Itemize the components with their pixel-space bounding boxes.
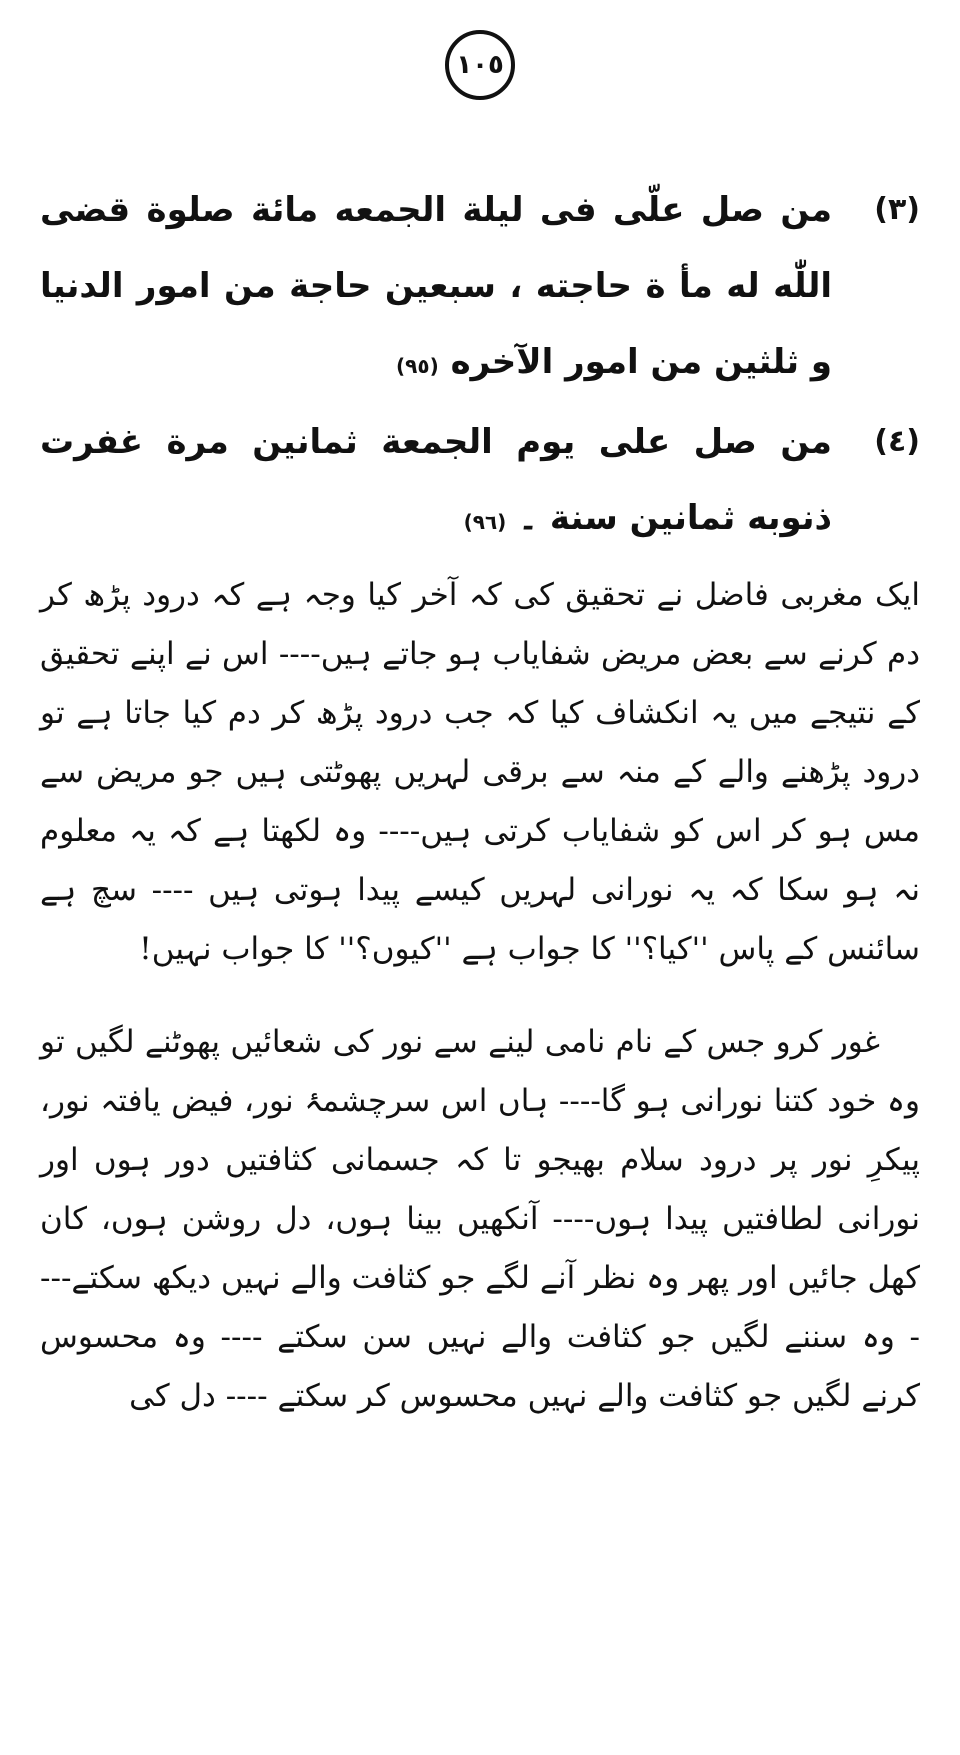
hadith-marker: (٤)	[874, 424, 920, 459]
hadith-3	[40, 172, 920, 404]
hadith-4	[40, 404, 920, 560]
page-number: ١٠٥	[445, 30, 515, 100]
paragraph-text: ایک مغربی فاضل نے تحقیق کی کہ آخر کیا وجہ ہے کہ درود پڑھ کر دم کرنے سے بعض مریض شفایاب ہو جاتے ہیں---- اس نے اپنے تحقیق کے نتیجے میں یہ انکشاف کیا کہ جب درود پڑھ کر دم کیا جاتا ہے تو درود پڑھنے والے کے منہ سے برقی لہریں پھوٹتی ہیں جو مریض سے مس ہو کر اس کو شفایاب کرتی ہیں---- وہ لکھتا ہے کہ یہ معلوم نہ ہو سکا کہ یہ نورانی لہریں کیسے پیدا ہوتی ہیں ---- سچ ہے سائنس کے پاس ''کیا؟'' کا جواب ہے ''کیوں؟'' کا جواب نہیں!	[40, 577, 920, 967]
hadith-marker: (٣)	[874, 192, 920, 227]
hadith-text: من صل علّی فی لیلة الجمعه مائة صلوة قضی اللّٰه له مأ ة حاجته ، سبعین حاجة من امور الدنیا و ثلثین من امور الآخره	[40, 190, 832, 382]
paragraph-text: غور کرو جس کے نام نامی لینے سے نور کی شعائیں پھوٹنے لگیں تو وہ خود کتنا نورانی ہو گا---- ہاں اس سرچشمۂ نور، فیض یافتہ نور، پیکرِ نور پر درود سلام بھیجو تا کہ جسمانی کثافتیں دور ہوں اور نورانی لطافتیں پیدا ہوں---- آنکھیں بینا ہوں، دل روشن ہوں، کان کھل جائیں اور پھر وہ نظر آنے لگے جو کثافت والے نہیں دیکھ سکتے---- وہ سننے لگیں جو کثافت والے نہیں سن سکتے ---- وہ محسوس کرنے لگیں جو کثافت والے نہیں محسوس کر سکتے ---- دل کی	[40, 1024, 920, 1414]
urdu-paragraph	[40, 566, 920, 979]
page-number-container	[40, 30, 920, 100]
footnote-ref: (٩٦)	[463, 510, 507, 534]
footnote-ref: (٩٥)	[396, 354, 439, 378]
hadith-text: من صل علی یوم الجمعة ثمانین مرة غفرت ذنوبه ثمانین سنة ۔	[40, 422, 832, 538]
urdu-paragraph	[40, 1013, 920, 1426]
